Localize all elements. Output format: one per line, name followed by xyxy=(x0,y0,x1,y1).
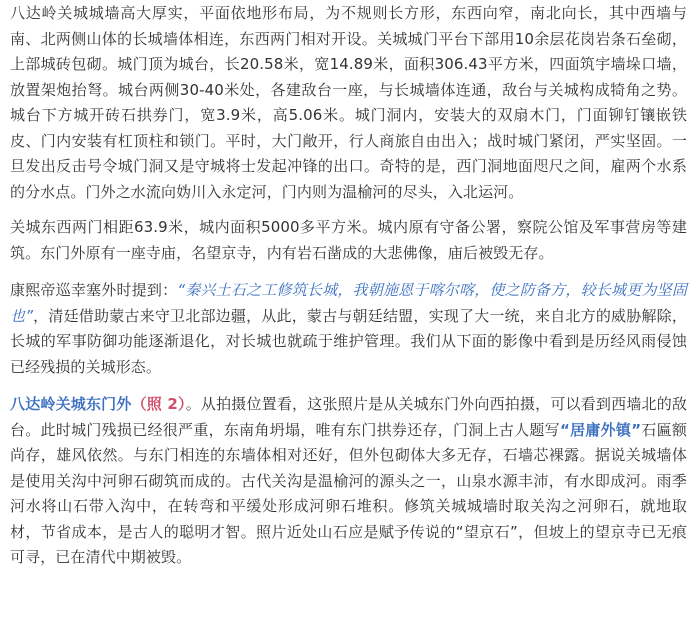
paragraph-city-wall: 八达岭关城城墙高大厚实，平面依地形布局，为不规则长方形，东西向窄，南北向长，其中西墙与南、北两侧山体的长城墙体相连，东西两门相对开设。关城城门平台下部用10余层花岗岩条石垒砌，上部城砖包砌。城门顶为城台，长20.58米，宽14.89米，面积306.43平方米，四面筑宇墙垛口墙，放置架炮抬弩。城台两侧30-40米处，各建敌台一座，与长城墙体连通，敌台与关城构成犄角之势。城台下方城开砖石拱券门，宽3.9米，高5.06米。城门洞内，安装大的双扇木门，门面铆钉镶嵌铁皮、门内安装有杠顶柱和锁门。平时，大门敞开，行人商旅自由出入；战时城门紧闭，严实坚固。一旦发出反击号令城门洞又是守城将士发起冲锋的出口。奇特的是，西门洞地面咫尺之间，雇两个水系的分水点。门外之水流向妫川入永定河，门内则为温榆河的尽头，入北运河。 xyxy=(10,4,687,201)
paragraph-east-gate xyxy=(10,392,687,571)
east-gate-intro-text: 。从拍摄位置看，这张照片是从关城东门外向西拍摄，可以看到西墙北的敌台。此时城门残损已经很严重，东南角坍塌，唯有东门拱券还存，门洞上古人题写 xyxy=(10,395,687,439)
kangxi-quote: “秦兴土石之工修筑长城，我朝施恩于喀尔喀，使之防备方，较长城更为坚固也” xyxy=(10,281,687,325)
kangxi-intro-text: 康熙帝巡幸塞外时提到： xyxy=(10,281,178,299)
paragraph-kangxi xyxy=(10,278,687,380)
paragraph-gates-distance: 关城东西两门相距63.9米，城内面积5000多平方米。城内原有守备公署，察院公馆及军事营房等建筑。东门外原有一座寺庙，名望京寺，内有岩石凿成的大悲佛像，庙后被毁无存。 xyxy=(10,218,687,262)
gate-inscription: “居庸外镇” xyxy=(559,420,642,439)
east-gate-body-text: 石匾额尚存，雄风依然。与东门相连的东墙体相对还好，但外包砌体大多无存，石墙芯裸露。据说关城墙体是使用关沟中河卵石砌筑而成的。古代关沟是温榆河的源头之一，山泉水源丰沛，有水即成河。雨季河水将山石带入沟中，在转弯和平缓处形成河卵石堆积。修筑关城城墙时取关沟之河卵石，就地取材，节省成本，是古人的聪明才智。照片近处山石应是赋予传说的“望京石”，但坡上的望京寺已无痕可寻，已在清代中期被毁。 xyxy=(10,420,687,566)
kangxi-body-text: ，清廷借助蒙古来守卫北部边疆，从此，蒙古与朝廷结盟，实现了大一统，来自北方的威胁解除，长城的军事防御功能逐渐退化，对长城也就疏于维护管理。我们从下面的影像中看到是历经风雨侵蚀已经残损的关城形态。 xyxy=(10,306,687,376)
article-body xyxy=(0,1,699,621)
photo-reference: （照 2） xyxy=(131,395,186,413)
section-title: 八达岭关城东门外 xyxy=(10,395,132,413)
